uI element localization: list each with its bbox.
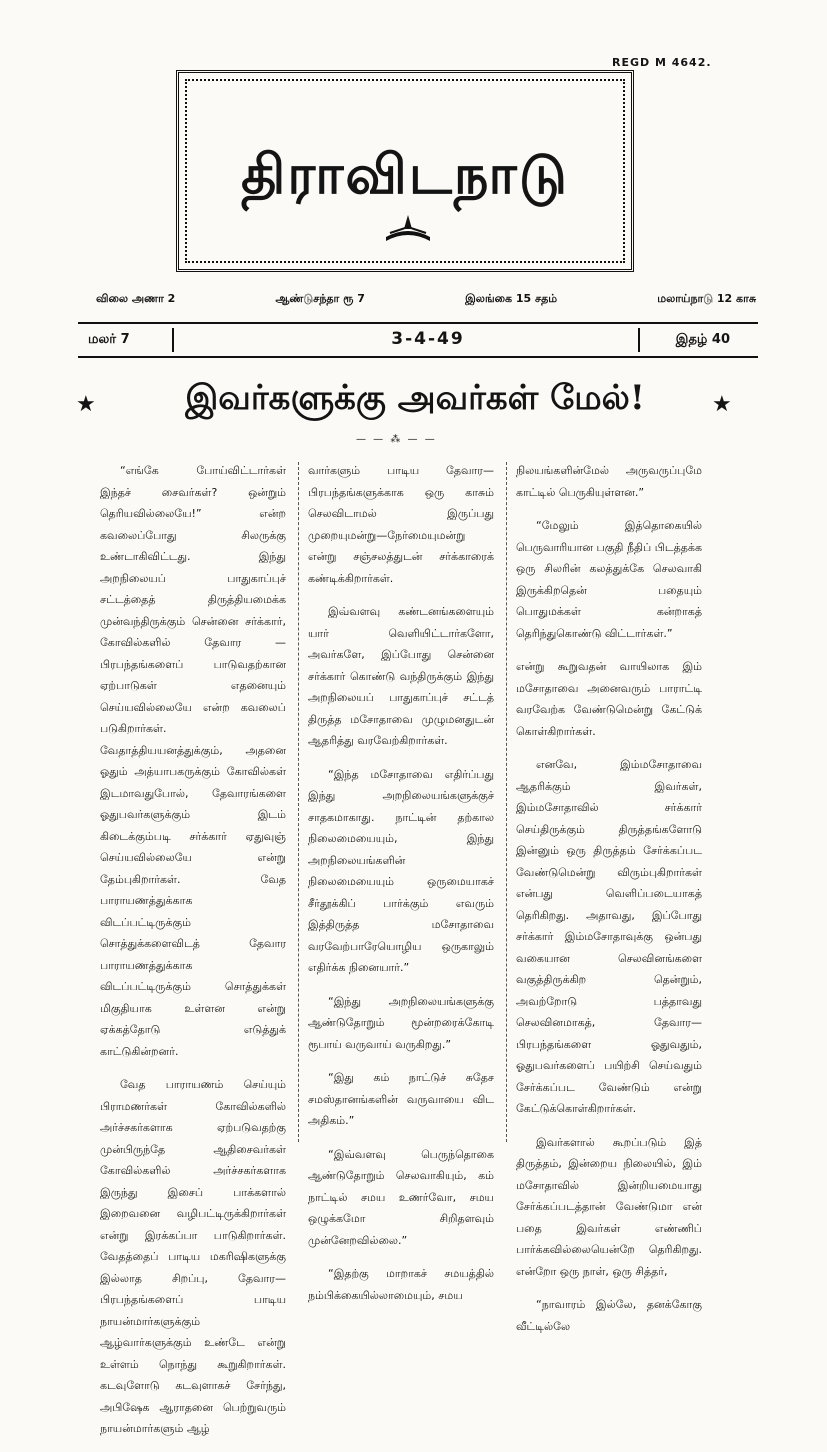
article-column-1: [100, 460, 286, 1452]
price-row: [96, 292, 756, 307]
star-right-icon: ★: [712, 392, 732, 417]
price-item: மலாய்நாடு 12 காசு: [657, 292, 756, 305]
registration-number: REGD M 4642.: [612, 56, 712, 69]
paragraph: “இது கம் நாட்டுச் சுதேச சமஸ்தானங்களின் வருவாயை விட அதிகம்.”: [308, 1071, 494, 1127]
paragraph: “எங்கே போய்விட்டார்கள் இந்தச் சைவர்கள்? ஒன்றும் தெரியவில்லையே!” என்ற கவலைப்போது சிலருக்கு உண்டாகிவிட்டது. இந்து அறநிலையப் பாதுகாப்புச் சட்டத்தைத் திருத்தியமைக்க முன்வந்திருக்கும் சென்னை சர்க்கார், கோவில்களில் தேவார — பிரபந்தங்களைப் பாடுவதற்கான ஏற்பாடுகள் எதனையும் செய்யவில்லையே என்ற கவலைப் படுகிறார்கள். வேதாத்தியயனத்துக்கும், அதனை ஓதும் அத்யாபகருக்கும் கோவில்கள் இடமாவதுபோல், தேவாரங்களை ஓதுபவர்களுக்கும் இடம் கிடைக்கும்படி சர்க்கார் ஏதுவுஞ் செய்யவில்லையே என்று தேம்புகிறார்கள். வேத பாராயணத்துக்காக விடப்பட்டிருக்கும் சொத்துக்களைவிடத் தேவார பாராயணத்துக்காக விடப்பட்டிருக்கும் சொத்துக்கள் மிகுதியாக உள்ளன என்று ஏக்கத்தோடு எடுத்துக் காட்டுகின்றனர்.: [100, 464, 286, 1058]
paragraph: “இந்த மசோதாவை எதிர்ப்பது இந்து அறநிலையங்களுக்குச் சாதகமாகாது. நாட்டின் தற்கால நிலைமையையும், இந்து அறநிலையங்களின் நிலைமையையும் ஒருமையாகச் சீர்தூக்கிப் பார்க்கும் எவரும் இத்திருத்த மசோதாவை வரவேற்பாரேயொழிய ஒருகாலும் எதிர்க்க நினையார்.”: [308, 767, 494, 974]
column-rule: [506, 462, 507, 1142]
paragraph: இவ்வளவு கண்டனங்களையும் யார் வெளியிட்டார்களோ, அவர்களே, இப்போது சென்னை சர்க்கார் கொண்டு வந்திருக்கும் இந்து அறநிலையப் பாதுகாப்புச் சட்டத் திருத்த மசோதாவை முழுமனதுடன் ஆதரித்து வரவேற்கிறார்கள்.: [308, 605, 494, 747]
paragraph: என்று கூறுவதன் வாயிலாக இம் மசோதாவை அனைவரும் பாராட்டி வரவேற்க வேண்டுமென்று கேட்டுக் கொள்கிறார்கள்.: [516, 660, 702, 738]
paragraph: வேத பாராயணம் செய்யும் பிராமணர்கள் கோவில்களில் அர்ச்சகர்களாக ஏற்படுவதற்கு முன்பிருந்தே ஆதிசைவர்கள் கோவில்களில் அர்ச்சகர்களாக இருந்து இசைப் பாக்களால் இறைவனை வழிபட்டிருக்கிறார்கள் என்று இரக்கப்பா பாடுகிறார்கள். வேதத்தைப் பாடிய மகரிஷிகளுக்கு இல்லாத சிறப்பு, தேவார—பிரபந்தங்களைப் பாடிய நாயன்மார்களுக்கும் ஆழ்வார்களுக்கும் உண்டே என்று உள்ளம் நொந்து கூறுகிறார்கள். கடவுளோடு கடவுளாகச் சேர்ந்து, அபிஷேக ஆராதனை பெற்றுவரும் நாயன்மார்களும் ஆழ்: [100, 1078, 286, 1435]
article-column-3: [516, 460, 702, 1349]
band-divider: [172, 328, 174, 352]
headline: இவர்களுக்கு அவர்கள் மேல்!: [185, 378, 645, 418]
paragraph: “மேலும் இத்தொகையில் பெருவாரியான பகுதி நீதிப் பிடத்தக்க ஒரு சிலரின் கலத்துக்கே செலவாகி இருக்கிறதென் பதையும் பொதுமக்கள் கன்றாகத் தெரிந்துகொண்டு விட்டார்கள்.”: [516, 519, 702, 640]
paragraph: “இவ்வளவு பெருந்தொகை ஆண்டுதோறும் செலவாகியும், கம் நாட்டில் சமய உணர்வோ, சமய ஒழுக்கமோ சிறிதளவும் முன்னேறவில்லை.”: [308, 1147, 494, 1247]
paragraph: நிலயங்களின்மேல் அருவருப்புமே காட்டில் பெருகியுள்ளன.”: [516, 464, 702, 499]
price-item: ஆண்டுசந்தா ரூ 7: [275, 292, 365, 305]
price-item: விலை அணா 2: [96, 292, 176, 305]
issue-date: 3-4-49: [391, 329, 465, 349]
masthead-frame: [176, 70, 634, 272]
paragraph: “இந்து அறநிலையங்களுக்கு ஆண்டுதோறும் மூன்றரைக்கோடி ரூபாய் வருவாய் வருகிறது.”: [308, 994, 494, 1051]
price-item: இலங்கை 15 சதம்: [465, 292, 558, 305]
band-divider: [638, 328, 640, 352]
paragraph: எனவே, இம்மசோதாவை ஆதரிக்கும் இவர்கள், இம்மசோதாவில் சர்க்கார் செய்திருக்கும் திருத்தங்களோடு இன்னும் ஒரு திருத்தம் சேர்க்கப்பட வேண்டுமென்று விரும்புகிறார்கள் என்பது வெளிப்படையாகத் தெரிகிறது. அதாவது, இப்போது சர்க்கார் இம்மசோதாவுக்கு ஒன்பது வகையான செலவினங்களை வகுத்திருக்கிற தென்றும், அவற்றோடு பத்தாவது செலவினமாகத், தேவார—பிரபந்தங்களை ஓதுவதும், ஓதுபவர்களைப் பயிற்சி செய்வதும் சேர்க்கப்பட வேண்டும் என்று கேட்டுக்கொள்கிறார்கள்.: [516, 758, 702, 1115]
issue-info-band: [78, 322, 758, 358]
star-left-icon: ★: [76, 392, 96, 417]
section-ornament: — — ⁂ — —: [356, 434, 437, 445]
issue-number: இதழ் 40: [675, 332, 730, 347]
book-emblem-icon: [382, 207, 434, 247]
paragraph: “நாவாரம் இல்லே, தனக்கோகு வீட்டில்லே: [516, 1298, 702, 1333]
paragraph: “இதற்கு மாறாகச் சமயத்தில் நம்பிக்கையில்லாமையும், சமய: [308, 1267, 494, 1302]
column-rule: [298, 462, 299, 1142]
paragraph: வார்களும் பாடிய தேவார—பிரபந்தங்களுக்காக ஒரு காசும் செலவிடாமல் இருப்பது முறையுமன்று—நேர்மையுமன்று என்று சஞ்சலத்துடன் சர்க்காரைக் கண்டிக்கிறார்கள்.: [308, 464, 494, 585]
masthead-title: திராவிடநாடு: [241, 143, 569, 206]
volume-label: மலர் 7: [88, 332, 130, 347]
paragraph: இவர்களால் கூறப்படும் இத் திருத்தம், இன்றைய நிலையில், இம் மசோதாவில் இன்றியமையாது சேர்க்கப்படத்தான் வேண்டுமா என் பதை இவர்கள் எண்ணிப் பார்க்கவில்லையென்றே தெரிகிறது. என்றோ ஒரு நாள், ஒரு சித்தர்,: [516, 1135, 702, 1278]
article-column-2: [308, 460, 494, 1318]
